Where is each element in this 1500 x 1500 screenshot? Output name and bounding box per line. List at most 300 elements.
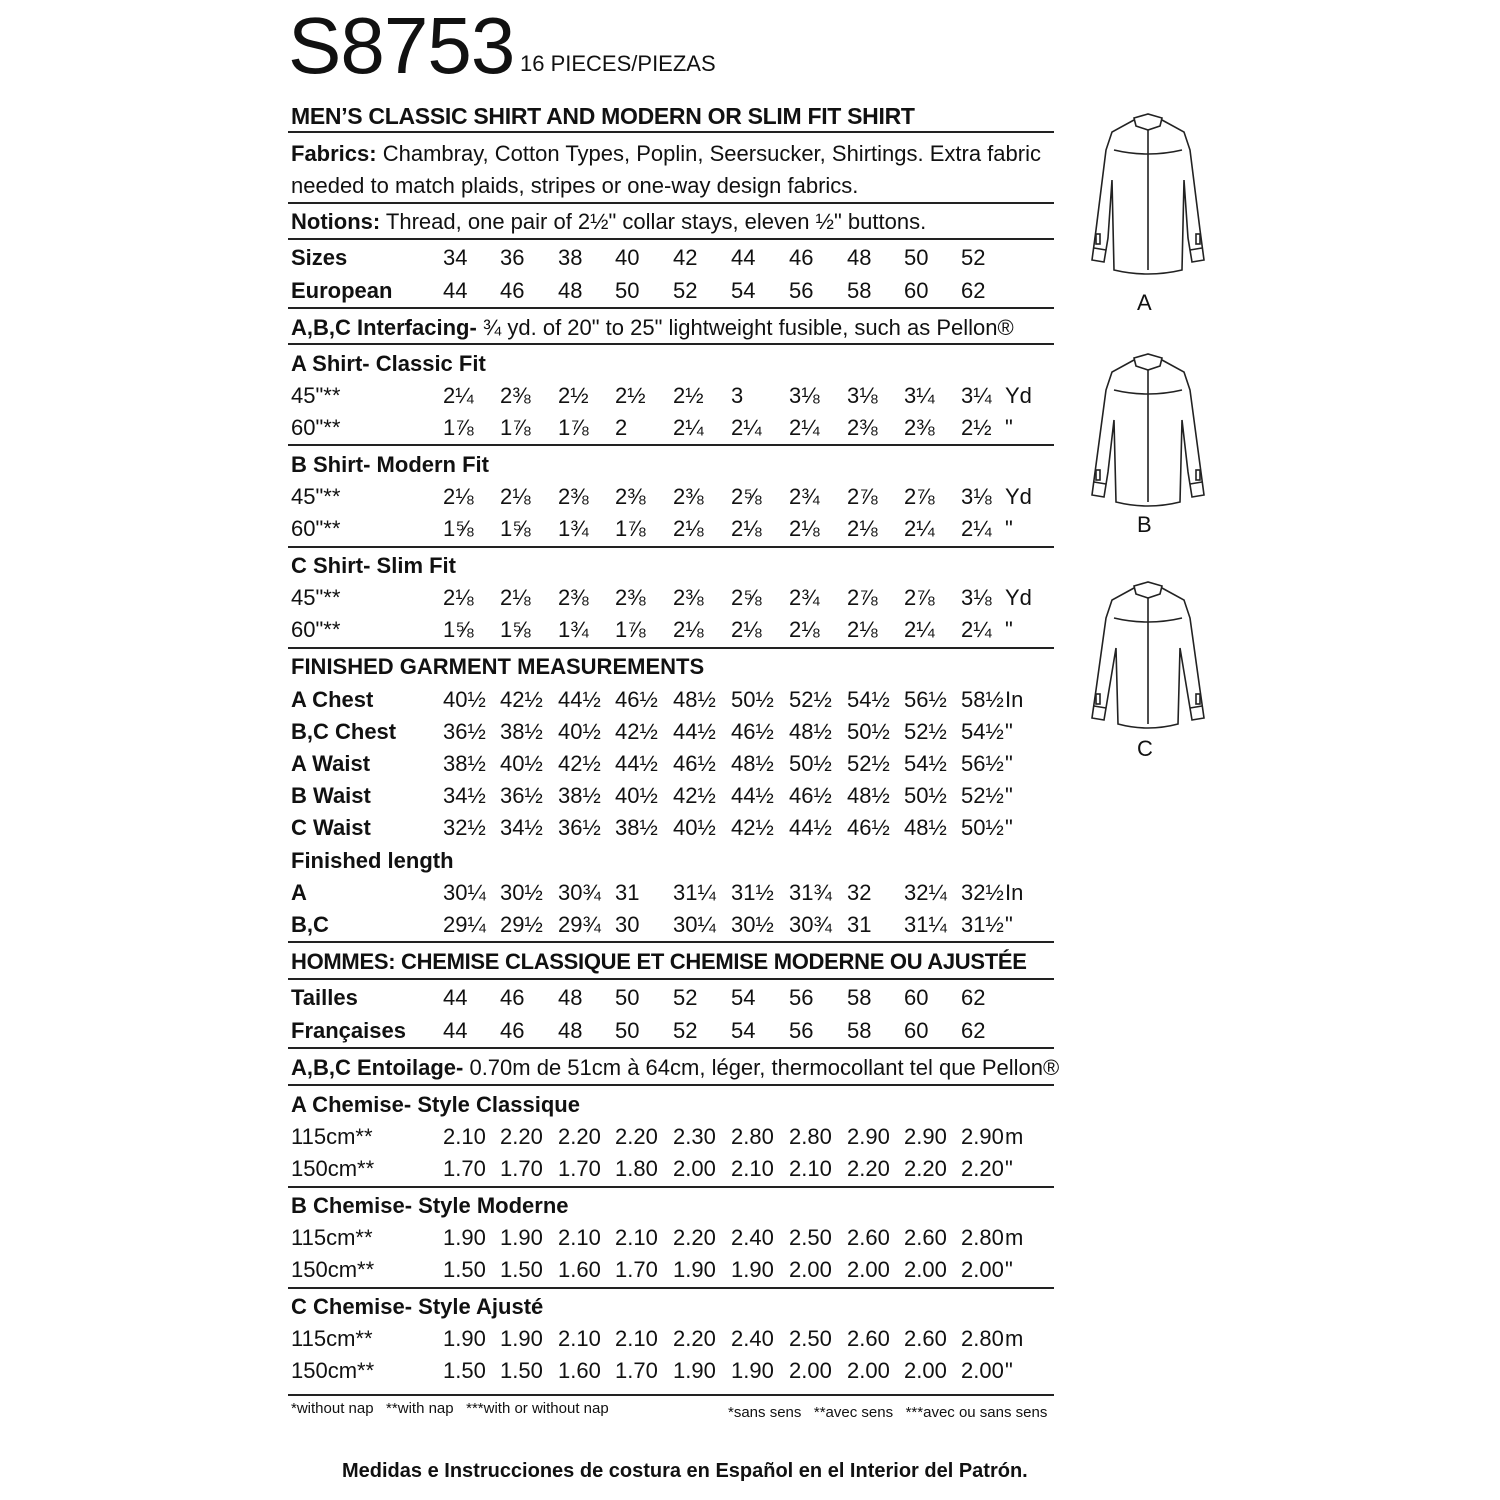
table-cell: 54½ — [847, 687, 890, 712]
unit-label: Yd — [1005, 383, 1032, 408]
table-cell: 2.10 — [731, 1156, 774, 1181]
table-cell: 1.60 — [558, 1257, 601, 1282]
chemise-a-115-row — [291, 1124, 1071, 1154]
table-cell: 2¼ — [731, 415, 762, 440]
shirt-a-45-row — [291, 383, 1071, 413]
table-cell: 1⅝ — [500, 516, 531, 541]
row-label: 115cm** — [291, 1326, 373, 1351]
table-cell: 1⅝ — [443, 617, 474, 642]
table-cell: 2.00 — [789, 1358, 832, 1383]
table-cell: 2¼ — [443, 383, 474, 408]
table-cell: 2.00 — [673, 1156, 716, 1181]
unit-label: " — [1005, 1156, 1013, 1181]
entoilage-text: 0.70m de 51cm à 64cm, léger, thermocollant tel que Pellon® — [463, 1055, 1060, 1080]
shirt-c-illustration — [1082, 578, 1214, 733]
pieces-count: 16 PIECES/PIEZAS — [520, 51, 716, 76]
table-cell: 1.90 — [443, 1326, 486, 1351]
table-cell: 48 — [558, 278, 583, 303]
table-cell: 2.20 — [961, 1156, 1004, 1181]
table-cell: 32½ — [443, 815, 486, 840]
table-cell: 1.90 — [731, 1257, 774, 1282]
table-cell: 2⅝ — [731, 585, 762, 610]
table-cell: 1.70 — [615, 1257, 658, 1282]
table-cell: 2⅜ — [558, 585, 589, 610]
row-label: 115cm** — [291, 1124, 373, 1149]
table-cell: 2.20 — [847, 1156, 890, 1181]
table-cell: 2⅛ — [500, 484, 531, 509]
table-cell: 40½ — [673, 815, 716, 840]
shirt-c-60-row — [291, 617, 1071, 647]
table-cell: 50½ — [789, 751, 832, 776]
table-cell: 31¾ — [789, 880, 832, 905]
chemise-b-150-row — [291, 1257, 1071, 1287]
row-label: A Chest — [291, 687, 374, 712]
table-cell: 1.60 — [558, 1358, 601, 1383]
unit-label: " — [1005, 912, 1013, 937]
row-label: 150cm** — [291, 1156, 375, 1181]
table-cell: 2.80 — [961, 1326, 1004, 1351]
table-cell: 50 — [615, 985, 640, 1010]
table-cell: 30½ — [500, 880, 543, 905]
chemise-b-heading: B Chemise- Style Moderne — [291, 1193, 569, 1218]
unit-label: " — [1005, 719, 1013, 744]
table-cell: 40½ — [500, 751, 543, 776]
table-cell: 36½ — [443, 719, 486, 744]
interfacing-label: A,B,C Interfacing- — [291, 315, 477, 340]
table-cell: 38½ — [615, 815, 658, 840]
table-cell: 36½ — [558, 815, 601, 840]
table-cell: 50 — [615, 278, 640, 303]
row-label: 115cm** — [291, 1225, 373, 1250]
table-cell: 2¼ — [904, 516, 935, 541]
unit-label: " — [1005, 516, 1013, 541]
table-cell: 1.90 — [500, 1225, 543, 1250]
table-cell: 60 — [904, 278, 929, 303]
table-cell: 1.90 — [673, 1358, 716, 1383]
table-cell: 40½ — [615, 783, 658, 808]
table-cell: 52 — [673, 1018, 698, 1043]
unit-label: m — [1005, 1225, 1024, 1250]
row-label: A Waist — [291, 751, 371, 776]
table-cell: 2.80 — [789, 1124, 832, 1149]
table-cell: 31 — [615, 880, 640, 905]
sizes-row — [291, 245, 1071, 275]
fabrics-label: Fabrics: — [291, 141, 377, 166]
table-cell: 2 — [615, 415, 628, 440]
chemise-a-150-row — [291, 1156, 1071, 1186]
unit-label: " — [1005, 415, 1013, 440]
table-cell: 2⅛ — [789, 617, 820, 642]
b-waist-row — [291, 783, 1071, 813]
table-cell: 54 — [731, 278, 756, 303]
table-cell: 30¾ — [789, 912, 832, 937]
table-cell: 58 — [847, 1018, 872, 1043]
table-cell: 2⅜ — [673, 585, 704, 610]
table-cell: 2⅜ — [615, 585, 646, 610]
unit-label: " — [1005, 783, 1013, 808]
table-cell: 46½ — [673, 751, 716, 776]
table-cell: 56 — [789, 985, 814, 1010]
table-cell: 31½ — [961, 912, 1004, 937]
table-cell: 2⅛ — [731, 617, 762, 642]
table-cell: 2.30 — [673, 1124, 716, 1149]
view-label-b: B — [1137, 512, 1152, 537]
row-label: European — [291, 278, 393, 303]
table-cell: 50½ — [731, 687, 774, 712]
divider — [288, 1186, 1054, 1188]
row-label: 150cm** — [291, 1358, 375, 1383]
table-cell: 50 — [615, 1018, 640, 1043]
table-cell: 2¼ — [904, 617, 935, 642]
table-cell: 52½ — [789, 687, 832, 712]
table-cell: 1.50 — [443, 1257, 486, 1282]
table-cell: 48½ — [847, 783, 890, 808]
table-cell: 48 — [558, 1018, 583, 1043]
table-cell: 54½ — [904, 751, 947, 776]
table-cell: 1⅞ — [615, 516, 646, 541]
table-cell: 30¼ — [443, 880, 486, 905]
unit-label: In — [1005, 687, 1024, 712]
table-cell: 52½ — [961, 783, 1004, 808]
table-cell: 40½ — [443, 687, 486, 712]
row-label: A — [291, 880, 307, 905]
divider — [288, 444, 1054, 446]
table-cell: 44 — [443, 1018, 468, 1043]
table-cell: 32¼ — [904, 880, 947, 905]
shirt-b-60-row — [291, 516, 1071, 546]
row-label: 60"** — [291, 516, 341, 541]
table-cell: 44½ — [558, 687, 601, 712]
table-cell: 52 — [673, 278, 698, 303]
table-cell: 1.50 — [500, 1257, 543, 1282]
a-waist-row — [291, 751, 1071, 781]
table-cell: 31½ — [731, 880, 774, 905]
table-cell: 1.70 — [558, 1156, 601, 1181]
pattern-number: S8753 — [288, 1, 515, 90]
table-cell: 46½ — [789, 783, 832, 808]
divider — [288, 1394, 1054, 1396]
table-cell: 2⅜ — [847, 415, 878, 440]
table-cell: 62 — [961, 278, 986, 303]
table-cell: 58 — [847, 278, 872, 303]
table-cell: 46½ — [615, 687, 658, 712]
table-cell: 1.50 — [500, 1358, 543, 1383]
table-cell: 2⅛ — [673, 516, 704, 541]
shirt-a-heading: A Shirt- Classic Fit — [291, 351, 486, 376]
table-cell: 2⅝ — [731, 484, 762, 509]
table-cell: 2.50 — [789, 1225, 832, 1250]
unit-label: " — [1005, 815, 1013, 840]
table-cell: 52½ — [847, 751, 890, 776]
unit-label: " — [1005, 1257, 1013, 1282]
chemise-c-115-row — [291, 1326, 1071, 1356]
table-cell: 48½ — [731, 751, 774, 776]
interfacing-line — [291, 315, 1014, 341]
table-cell: 1.50 — [443, 1358, 486, 1383]
table-cell: 44½ — [789, 815, 832, 840]
row-label: 45"** — [291, 484, 341, 509]
table-cell: 2⅜ — [558, 484, 589, 509]
table-cell: 2.00 — [904, 1358, 947, 1383]
table-cell: 2.20 — [904, 1156, 947, 1181]
divider — [288, 1084, 1054, 1086]
table-cell: 2.40 — [731, 1225, 774, 1250]
interfacing-text: ¾ yd. of 20" to 25" lightweight fusible, such as Pellon® — [476, 315, 1014, 340]
unit-label: Yd — [1005, 484, 1032, 509]
table-cell: 3¼ — [961, 383, 992, 408]
table-cell: 29¼ — [443, 912, 486, 937]
footnote-english: *without nap **with nap ***with or without nap — [291, 1400, 609, 1417]
table-cell: 58½ — [961, 687, 1004, 712]
row-label: B Waist — [291, 783, 371, 808]
table-cell: 46 — [789, 245, 814, 270]
table-cell: 48 — [558, 985, 583, 1010]
francaises-row — [291, 1018, 1071, 1048]
row-label: Sizes — [291, 245, 348, 270]
table-cell: 2¼ — [961, 516, 992, 541]
table-cell: 2⅛ — [443, 484, 474, 509]
shirt-c-heading: C Shirt- Slim Fit — [291, 553, 456, 578]
table-cell: 50½ — [961, 815, 1004, 840]
table-cell: 1⅞ — [443, 415, 474, 440]
table-cell: 44½ — [731, 783, 774, 808]
table-cell: 29¾ — [558, 912, 601, 937]
table-cell: 3⅛ — [847, 383, 878, 408]
notions-text: Thread, one pair of 2½" collar stays, eleven ½" buttons. — [380, 209, 927, 234]
table-cell: 44 — [443, 278, 468, 303]
unit-label: " — [1005, 617, 1013, 642]
table-cell: 46 — [500, 278, 525, 303]
table-cell: 2⅛ — [500, 585, 531, 610]
table-cell: 3⅛ — [961, 585, 992, 610]
table-cell: 42½ — [731, 815, 774, 840]
table-cell: 30¾ — [558, 880, 601, 905]
shirt-b-heading: B Shirt- Modern Fit — [291, 452, 489, 477]
fabrics-text: Chambray, Cotton Types, Poplin, Seersucker, Shirtings. Extra fabric — [376, 141, 1041, 166]
table-cell: 1¾ — [558, 617, 589, 642]
table-cell: 2½ — [961, 415, 992, 440]
table-cell: 2⅜ — [673, 484, 704, 509]
table-cell: 36½ — [500, 783, 543, 808]
divider — [288, 978, 1054, 980]
table-cell: 60 — [904, 1018, 929, 1043]
table-cell: 2.00 — [904, 1257, 947, 1282]
table-cell: 2⅞ — [847, 484, 878, 509]
table-cell: 32½ — [961, 880, 1004, 905]
length-bc-row — [291, 912, 1071, 942]
divider — [288, 131, 1054, 133]
table-cell: 42½ — [673, 783, 716, 808]
table-cell: 3⅛ — [789, 383, 820, 408]
table-cell: 2.60 — [904, 1326, 947, 1351]
table-cell: 2.10 — [558, 1225, 601, 1250]
table-cell: 46 — [500, 1018, 525, 1043]
c-waist-row — [291, 815, 1071, 845]
table-cell: 56 — [789, 278, 814, 303]
table-cell: 3⅛ — [961, 484, 992, 509]
table-cell: 50½ — [847, 719, 890, 744]
unit-label: " — [1005, 751, 1013, 776]
tailles-row — [291, 985, 1071, 1015]
divider — [288, 941, 1054, 943]
table-cell: 46 — [500, 985, 525, 1010]
table-cell: 2⅛ — [789, 516, 820, 541]
table-cell: 2.60 — [847, 1326, 890, 1351]
divider — [288, 546, 1054, 548]
table-cell: 2⅞ — [904, 585, 935, 610]
table-cell: 2½ — [558, 383, 589, 408]
table-cell: 2⅞ — [847, 585, 878, 610]
table-cell: 62 — [961, 1018, 986, 1043]
table-cell: 62 — [961, 985, 986, 1010]
table-cell: 34½ — [443, 783, 486, 808]
french-title: HOMMES: CHEMISE CLASSIQUE ET CHEMISE MODERNE OU AJUSTÉE — [291, 949, 1027, 974]
table-cell: 34½ — [500, 815, 543, 840]
table-cell: 2⅛ — [443, 585, 474, 610]
table-cell: 2.10 — [789, 1156, 832, 1181]
table-cell: 40 — [615, 245, 640, 270]
measurements-heading: FINISHED GARMENT MEASUREMENTS — [291, 654, 705, 679]
row-label: C Waist — [291, 815, 371, 840]
table-cell: 46½ — [731, 719, 774, 744]
table-cell: 56½ — [904, 687, 947, 712]
table-cell: 2⅛ — [847, 516, 878, 541]
chemise-a-heading: A Chemise- Style Classique — [291, 1092, 580, 1117]
table-cell: 3¼ — [904, 383, 935, 408]
table-cell: 2¼ — [789, 415, 820, 440]
entoilage-line — [291, 1055, 1059, 1081]
table-cell: 2½ — [673, 383, 704, 408]
notions-line — [291, 209, 926, 235]
table-cell: 48½ — [789, 719, 832, 744]
table-cell: 38 — [558, 245, 583, 270]
row-label: Françaises — [291, 1018, 406, 1043]
shirt-b-45-row — [291, 484, 1071, 514]
divider — [288, 238, 1054, 240]
table-cell: 30½ — [731, 912, 774, 937]
table-cell: 2.40 — [731, 1326, 774, 1351]
table-cell: 30 — [615, 912, 640, 937]
table-cell: 2.90 — [847, 1124, 890, 1149]
table-cell: 44½ — [673, 719, 716, 744]
table-cell: 2⅜ — [904, 415, 935, 440]
table-cell: 42½ — [500, 687, 543, 712]
table-cell: 42½ — [558, 751, 601, 776]
table-cell: 2.00 — [961, 1358, 1004, 1383]
table-cell: 48 — [847, 245, 872, 270]
table-cell: 29½ — [500, 912, 543, 937]
table-cell: 2.10 — [443, 1124, 486, 1149]
table-cell: 2⅛ — [731, 516, 762, 541]
table-cell: 2¾ — [789, 585, 820, 610]
table-cell: 2.60 — [904, 1225, 947, 1250]
fabrics-line-1 — [291, 141, 1041, 167]
table-cell: 1⅞ — [558, 415, 589, 440]
unit-label: In — [1005, 880, 1024, 905]
table-cell: 31 — [847, 912, 872, 937]
length-a-row — [291, 880, 1071, 910]
spanish-note: Medidas e Instrucciones de costura en Español en el Interior del Patrón. — [342, 1460, 1028, 1482]
european-sizes-row — [291, 278, 1071, 308]
table-cell: 52 — [673, 985, 698, 1010]
table-cell: 2⅜ — [500, 383, 531, 408]
a-chest-row — [291, 687, 1071, 717]
table-cell: 2.10 — [615, 1326, 658, 1351]
table-cell: 2¼ — [673, 415, 704, 440]
table-cell: 2.50 — [789, 1326, 832, 1351]
table-cell: 1.70 — [500, 1156, 543, 1181]
table-cell: 50 — [904, 245, 929, 270]
table-cell: 42½ — [615, 719, 658, 744]
table-cell: 46½ — [847, 815, 890, 840]
row-label: 60"** — [291, 617, 341, 642]
chemise-c-150-row — [291, 1358, 1071, 1388]
divider — [288, 307, 1054, 309]
table-cell: 56 — [789, 1018, 814, 1043]
table-cell: 31¼ — [673, 880, 716, 905]
table-cell: 60 — [904, 985, 929, 1010]
unit-label: m — [1005, 1326, 1024, 1351]
table-cell: 2.80 — [961, 1225, 1004, 1250]
table-cell: 34 — [443, 245, 468, 270]
table-cell: 1¾ — [558, 516, 589, 541]
row-label: 45"** — [291, 383, 341, 408]
table-cell: 42 — [673, 245, 698, 270]
table-cell: 30¼ — [673, 912, 716, 937]
table-cell: 1⅞ — [615, 617, 646, 642]
row-label: 150cm** — [291, 1257, 375, 1282]
table-cell: 2.00 — [789, 1257, 832, 1282]
table-cell: 2.20 — [673, 1225, 716, 1250]
shirt-b-illustration — [1082, 350, 1214, 510]
row-label: B,C Chest — [291, 719, 397, 744]
table-cell: 38½ — [500, 719, 543, 744]
pattern-title: MEN’S CLASSIC SHIRT AND MODERN OR SLIM FIT SHIRT — [291, 103, 915, 129]
row-label: 45"** — [291, 585, 341, 610]
table-cell: 2⅛ — [847, 617, 878, 642]
table-cell: 2.00 — [847, 1358, 890, 1383]
table-cell: 2½ — [615, 383, 646, 408]
finished-length-heading: Finished length — [291, 848, 454, 873]
table-cell: 2.00 — [961, 1257, 1004, 1282]
shirt-a-illustration — [1082, 110, 1214, 280]
table-cell: 1⅝ — [443, 516, 474, 541]
table-cell: 2.10 — [615, 1225, 658, 1250]
table-cell: 1.70 — [615, 1358, 658, 1383]
table-cell: 1.90 — [731, 1358, 774, 1383]
row-label: 60"** — [291, 415, 341, 440]
divider — [288, 1287, 1054, 1289]
table-cell: 40½ — [558, 719, 601, 744]
table-cell: 2.20 — [673, 1326, 716, 1351]
table-cell: 50½ — [904, 783, 947, 808]
table-cell: 44 — [443, 985, 468, 1010]
table-cell: 36 — [500, 245, 525, 270]
table-cell: 3 — [731, 383, 744, 408]
table-cell: 2.90 — [961, 1124, 1004, 1149]
table-cell: 52 — [961, 245, 986, 270]
table-cell: 1.90 — [500, 1326, 543, 1351]
fabrics-line-2: needed to match plaids, stripes or one-way design fabrics. — [291, 173, 859, 198]
divider — [288, 202, 1054, 204]
notions-label: Notions: — [291, 209, 381, 234]
row-label: B,C — [291, 912, 329, 937]
table-cell: 38½ — [558, 783, 601, 808]
table-cell: 2⅛ — [673, 617, 704, 642]
table-cell: 54 — [731, 985, 756, 1010]
unit-label: Yd — [1005, 585, 1032, 610]
table-cell: 38½ — [443, 751, 486, 776]
